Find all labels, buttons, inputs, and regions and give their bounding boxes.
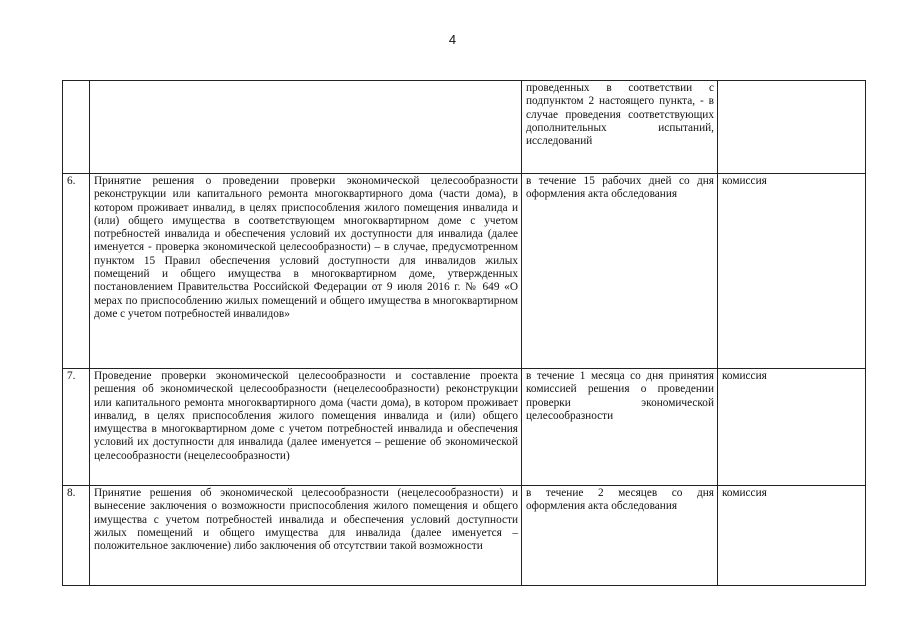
procedure-table xyxy=(62,80,866,586)
row-term: в течение 2 месяцев со дня оформления акта обследования xyxy=(522,486,718,586)
row-number: 7. xyxy=(63,369,90,486)
row-term: проведенных в соответствии с подпунктом 2 настоящего пункта, - в случае проведения соответствующих дополнительных испытаний, исследований xyxy=(522,81,718,174)
row-description xyxy=(90,81,522,174)
table-row xyxy=(63,174,866,369)
row-description: Проведение проверки экономической целесообразности и составление проекта решения об экономической целесообразности (нецелесообразности) реконструкции или капитального ремонта многоквартирного дома (части дома), в котором проживает инвалид, в целях приспособления жилого помещения инвалида и (или) общего имущества в многоквартирном доме с учетом потребностей инвалида и обеспечения условий их доступности для инвалида (далее именуется – решение об экономической целесообразности (нецелесообразности) xyxy=(90,369,522,486)
table-row xyxy=(63,81,866,174)
row-term: в течение 1 месяца со дня принятия комиссией решения о проведении проверки экономической целесообразности xyxy=(522,369,718,486)
row-executor xyxy=(718,81,866,174)
row-description: Принятие решения об экономической целесообразности (нецелесообразности) и вынесение заключения о возможности приспособления жилого помещения и общего имущества с учетом потребностей инвалида и обеспечения условий доступности жилых помещений и общего имущества для инвалида (далее именуется – положительное заключение) либо заключения об отсутствии такой возможности xyxy=(90,486,522,586)
table-row xyxy=(63,486,866,586)
page-number: 4 xyxy=(448,32,457,47)
row-executor: комиссия xyxy=(718,486,866,586)
row-executor: комиссия xyxy=(718,174,866,369)
row-number xyxy=(63,81,90,174)
row-term: в течение 15 рабочих дней со дня оформления акта обследования xyxy=(522,174,718,369)
table-row xyxy=(63,369,866,486)
row-executor: комиссия xyxy=(718,369,866,486)
row-number: 8. xyxy=(63,486,90,586)
row-number: 6. xyxy=(63,174,90,369)
row-description: Принятие решения о проведении проверки экономической целесообразности реконструкции или капитального ремонта многоквартирного дома (части дома), в котором проживает инвалид, в целях приспособления жилого помещения инвалида и (или) общего имущества в соответствующем многоквартирном доме с учетом потребностей инвалида и обеспечения условий их доступности для инвалида (далее именуется - проверка экономической целесообразности) – в случае, предусмотренном пунктом 15 Правил обеспечения условий доступности для инвалидов жилых помещений и общего имущества в многоквартирном доме, утвержденных постановлением Правительства Российской Федерации от 9 июля 2016 г. № 649 «О мерах по приспособлению жилых помещений и общего имущества в многоквартирном доме с учетом потребностей инвалидов» xyxy=(90,174,522,369)
